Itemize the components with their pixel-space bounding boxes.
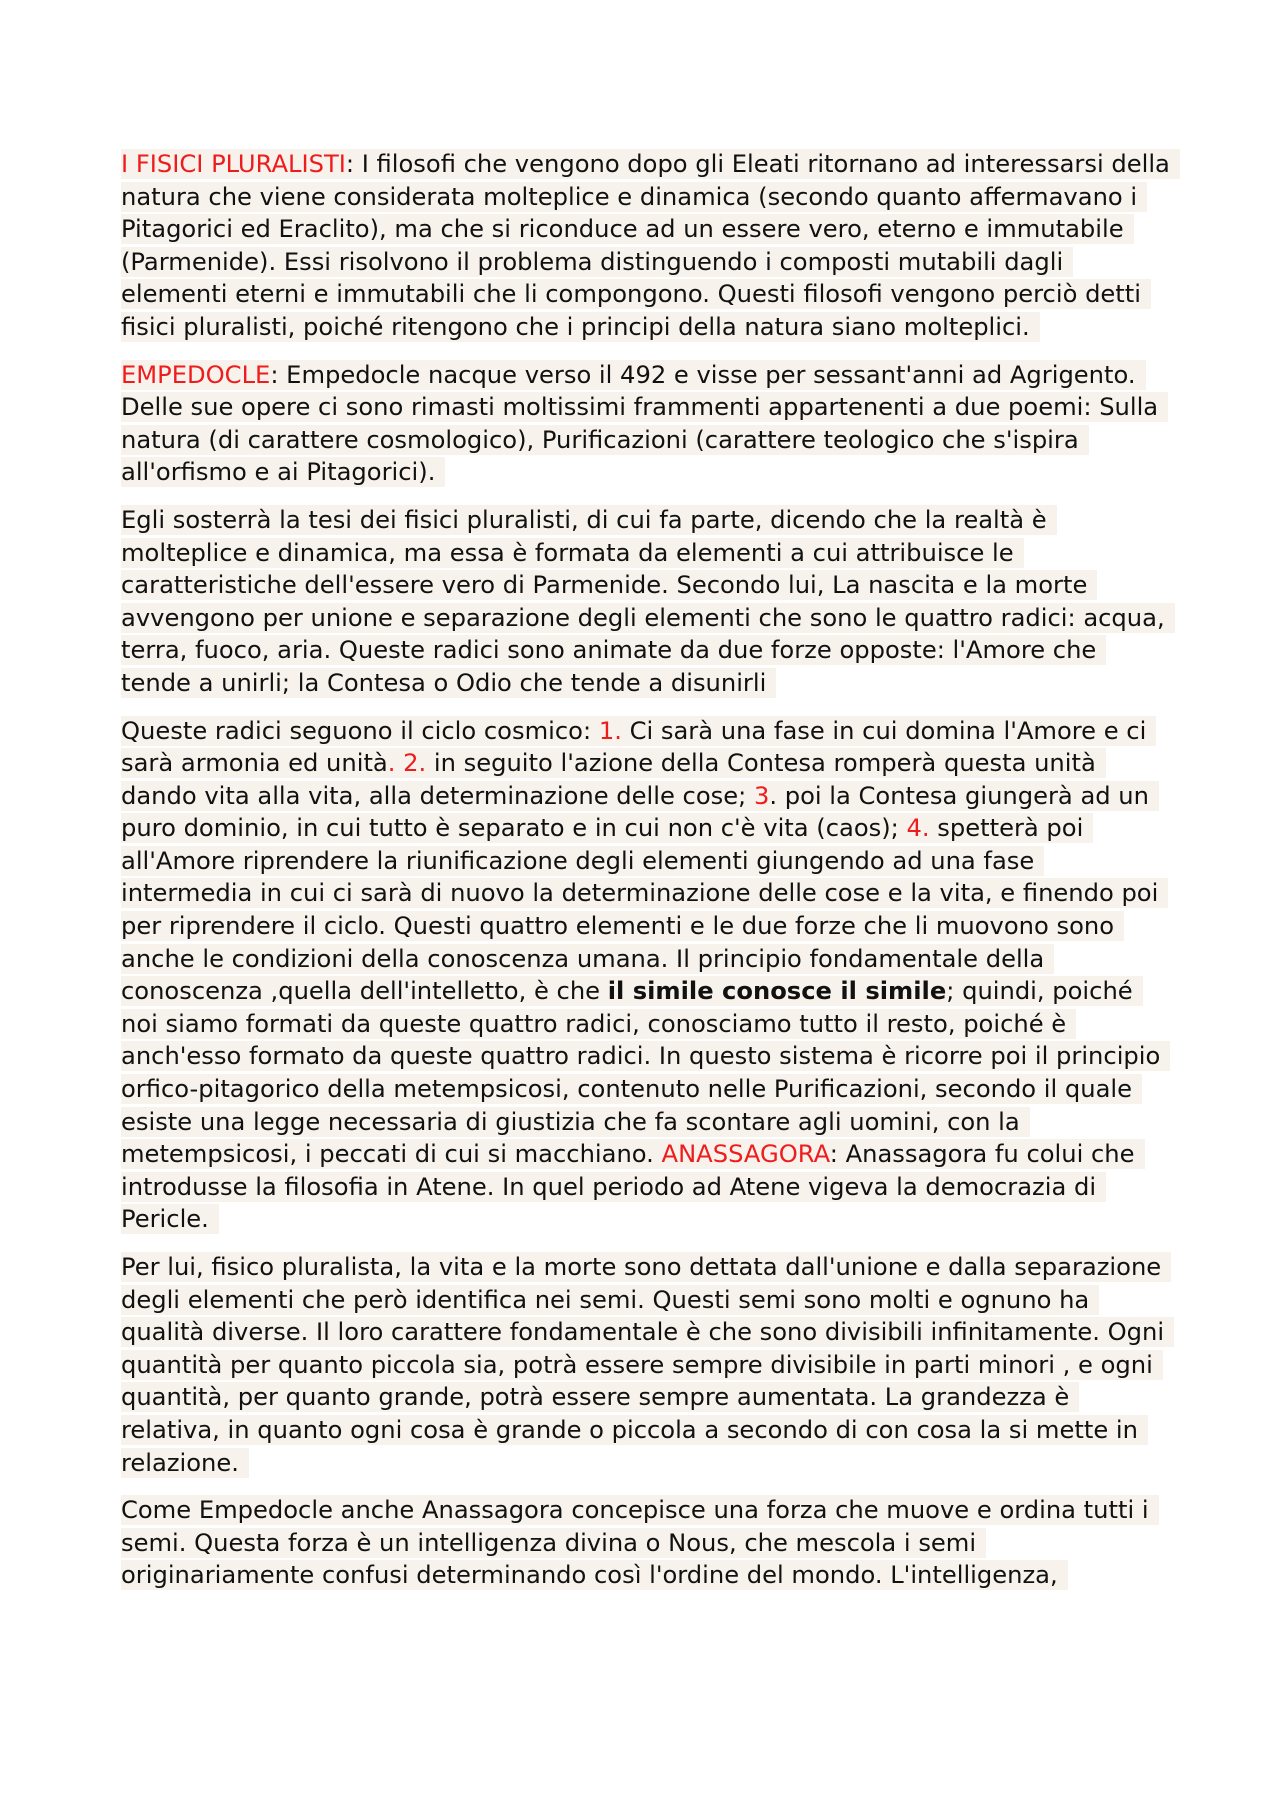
list-number-3: 3: [753, 781, 770, 810]
section-heading-empedocle: EMPEDOCLE: [121, 360, 271, 389]
paragraph-text: : Empedocle nacque verso il 492 e visse per sessant'anni ad Agrigento. Delle sue opere ci sono rimasti moltissimi frammenti appartenenti a due poemi: Sulla natura (di carattere cosmologico), Purificazioni (carattere teologico che s'ispira all'orfismo e ai Pitagorici).: [121, 360, 1159, 487]
section-heading-fisici-pluralisti: I FISICI PLURALISTI: [121, 150, 346, 178]
paragraph-text: in seguito l'azione della Contesa romperà questa unità dando vita alla vita, alla determinazione delle cose;: [121, 749, 1096, 810]
paragraph-ciclo-cosmico: [121, 715, 1171, 1237]
paragraph-text: Ci sarà una fase in cui domina l'Amore e ci sarà armonia ed unità: [121, 716, 1147, 778]
paragraph-semi: [121, 1251, 1171, 1479]
paragraph-text: Queste radici seguono il ciclo cosmico:: [121, 716, 599, 745]
paragraph-text: ; quindi, poiché noi siamo formati da queste quattro radici, conosciamo tutto il resto, poiché è anch'esso formato da queste quattro radici. In questo sistema è ricorre poi il principio orfico-pitagorico della metempsicosi, contenuto nelle Purificazioni, secondo il quale esiste una legge necessaria di giustizia che fa scontare agli uomini, con la metempsicosi, i peccati di cui si macchiano.: [121, 977, 1161, 1169]
list-number-1: 1.: [598, 716, 622, 745]
section-heading-anassagora: ANASSAGORA: [661, 1140, 830, 1169]
list-number-2: . 2.: [387, 749, 427, 778]
paragraph-text: spetterà poi all'Amore riprendere la riunificazione degli elementi giungendo ad una fase intermedia in cui ci sarà di nuovo la determinazione delle cose e la vita, e finendo poi per riprendere il ciclo. Questi quattro elementi e le due forze che li muovono sono anche le condizioni della conoscenza umana. Il principio fondamentale della conoscenza ,quella dell'intelletto, è che: [121, 814, 1159, 1006]
bold-phrase: il simile conosce il simile: [607, 977, 947, 1006]
paragraph-text: : I filosofi che vengono dopo gli Eleati ritornano ad interessarsi della natura che viene considerata molteplice e dinamica (secondo quanto affermavano i Pitagorici ed Eraclito), ma che si riconduce ad un essere vero, eterno e immutabile (Parmenide). Essi risolvono il problema distinguendo i composti mutabili dagli elementi eterni e immutabili che li compongono. Questi filosofi vengono perciò detti fisici pluralisti, poiché ritengono che i principi della natura siano molteplici.: [121, 150, 1170, 341]
document-page: [121, 148, 1171, 1607]
paragraph-tesi-empedocle: [121, 504, 1171, 700]
paragraph-text: Come Empedocle anche Anassagora concepisce una forza che muove e ordina tutti i semi. Questa forza è un intelligenza divina o Nous, che mescola i semi originariamente confusi determinando così l'ordine del mondo. L'intelligenza,: [121, 1496, 1149, 1590]
paragraph-text: : Anassagora fu colui che introdusse la filosofia in Atene. In quel periodo ad Atene vigeva la democrazia di Pericle.: [121, 1140, 1135, 1234]
paragraph-text: Egli sosterrà la tesi dei fisici pluralisti, di cui fa parte, dicendo che la realtà è molteplice e dinamica, ma essa è formata da elementi a cui attribuisce le caratteristiche dell'essere vero di Parmenide. Secondo lui, La nascita e la morte avvengono per unione e separazione degli elementi che sono le quattro radici: acqua, terra, fuoco, aria. Queste radici sono animate da due forze opposte: l'Amore che tende a unirli; la Contesa o Odio che tende a disunirli: [121, 505, 1165, 697]
list-number-4: 4.: [906, 814, 930, 843]
paragraph-nous: [121, 1494, 1171, 1592]
paragraph-text: Per lui, fisico pluralista, la vita e la morte sono dettata dall'unione e dalla separazione degli elementi che però identifica nei semi. Questi semi sono molti e ognuno ha qualità diverse. Il loro carattere fondamentale è che sono divisibili infinitamente. Ogni quantità per quanto piccola sia, potrà essere sempre divisibile in parti minori , e ogni quantità, per quanto grande, potrà essere sempre aumentata. La grandezza è relativa, in quanto ogni cosa è grande o piccola a secondo di con cosa la si mette in relazione.: [121, 1253, 1165, 1477]
paragraph-text: . poi la Contesa giungerà ad un puro dominio, in cui tutto è separato e in cui non c'è vita (caos);: [121, 781, 1149, 843]
paragraph-empedocle: [121, 359, 1171, 489]
paragraph-fisici-pluralisti: [121, 148, 1171, 344]
